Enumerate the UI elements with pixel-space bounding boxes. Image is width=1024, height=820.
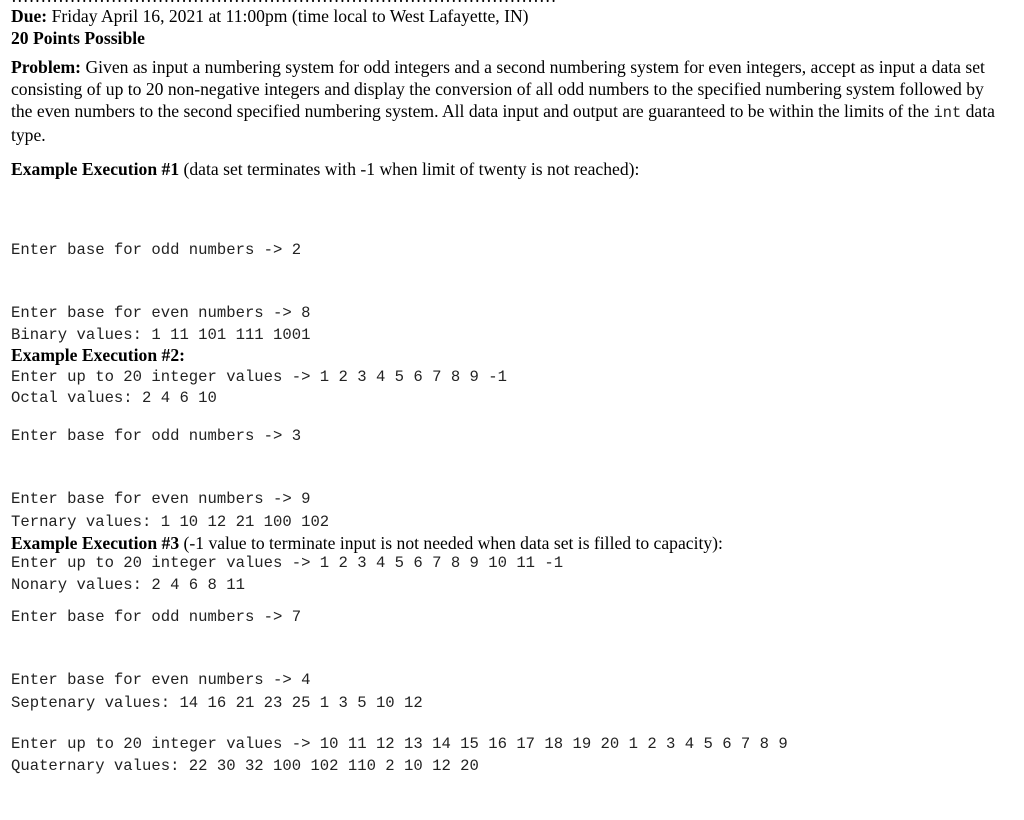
- console-line: Quaternary values: 22 30 32 100 102 110 2 10 12 20: [11, 757, 479, 776]
- console-line: Enter up to 20 integer values -> 1 2 3 4 5 6 7 8 9 -1: [11, 368, 507, 387]
- problem-label: Problem:: [11, 57, 82, 77]
- problem-text: Given as input a numbering system for odd integers and a second numbering system for even integers, accept as input a data set consisting of up to 20 non-negative integers and display the conversion of all odd numbers to the specified numbering system followed by the even numbers to the second specified numbering system. All data input and output are guaranteed to be within the limits of the: [11, 57, 985, 121]
- due-label: Due:: [11, 6, 48, 26]
- example-3-heading: [11, 532, 1016, 554]
- example-2-heading: [11, 344, 1016, 366]
- example-2-title: Example Execution #2:: [11, 345, 185, 365]
- console-line: Enter up to 20 integer values -> 10 11 12 13 14 15 16 17 18 19 20 1 2 3 4 5 6 7 8 9: [11, 735, 788, 754]
- problem-statement: [11, 56, 996, 146]
- console-line: Enter up to 20 integer values -> 1 2 3 4 5 6 7 8 9 10 11 -1: [11, 554, 564, 573]
- due-line: [11, 5, 1016, 27]
- due-text: Friday April 16, 2021 at 11:00pm (time local to West Lafayette, IN): [51, 6, 529, 26]
- example-1-heading: [11, 158, 1016, 180]
- console-line: Nonary values: 2 4 6 8 11: [11, 576, 245, 595]
- console-line: Enter base for even numbers -> 4: [11, 671, 311, 690]
- example-3-note: (-1 value to terminate input is not needed when data set is filled to capacity):: [183, 533, 723, 553]
- console-line: Enter base for even numbers -> 8: [11, 304, 311, 323]
- points-possible: [11, 27, 1016, 49]
- problem-text-end: data type.: [11, 101, 995, 145]
- example-3-title: Example Execution #3: [11, 533, 180, 553]
- example-1-note: (data set terminates with -1 when limit of twenty is not reached):: [183, 159, 640, 179]
- points-label: 20 Points Possible: [11, 28, 145, 48]
- console-line: Enter base for odd numbers -> 2: [11, 240, 302, 259]
- example-1-title: Example Execution #1: [11, 159, 180, 179]
- console-line: Enter base for odd numbers -> 3: [11, 426, 302, 445]
- console-line: Enter base for even numbers -> 9: [11, 490, 311, 509]
- console-line: Septenary values: 14 16 21 23 25 1 3 5 10 12: [11, 693, 423, 712]
- console-line: Binary values: 1 11 101 111 1001: [11, 325, 311, 344]
- problem-code: int: [933, 104, 962, 122]
- console-line: Octal values: 2 4 6 10: [11, 389, 217, 408]
- example-3-output: [11, 650, 1016, 820]
- console-line: Enter base for odd numbers -> 7: [11, 607, 302, 626]
- console-line: Ternary values: 1 10 12 21 100 102: [11, 512, 330, 531]
